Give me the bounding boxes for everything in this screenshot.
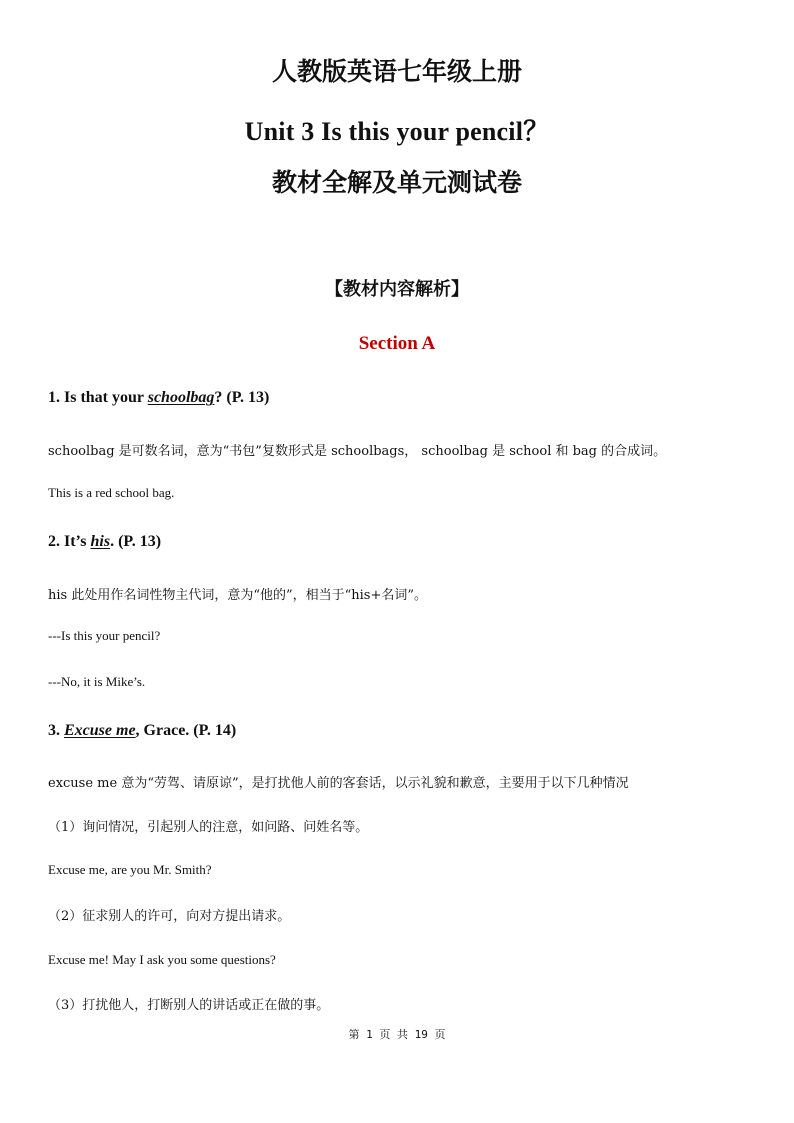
keyword: Excuse me <box>64 722 136 739</box>
section-heading: 【教材内容解析】 <box>325 279 469 300</box>
item-number: 1. <box>48 389 64 406</box>
heading-text: ? (P. 13) <box>214 389 270 406</box>
explanation-line: his 此处用作名词性物主代词，意为“他的”，相当于“his+名词”。 <box>48 588 428 603</box>
unit-title: Unit 3 Is this your pencil？ <box>244 117 550 146</box>
keyword: schoolbag <box>147 389 215 406</box>
document-title: 人教版英语七年级上册 <box>271 57 522 86</box>
page-footer: 第 1 页 共 19 页 <box>348 1028 446 1041</box>
heading-text: . (P. 13) <box>110 533 162 550</box>
item-number: 3. <box>48 722 64 739</box>
example-sentence: ---No, it is Mike’s. <box>48 674 146 689</box>
heading-text: Is that your <box>64 389 148 406</box>
heading-text: , Grace. (P. 14) <box>135 722 237 739</box>
explanation-line: schoolbag 是可数名词，意为“书包”复数形式是 schoolbags， schoolbag 是 school 和 bag 的合成词。 <box>48 444 667 459</box>
item-2-heading <box>48 533 161 551</box>
document-subtitle: 教材全解及单元测试卷 <box>271 168 522 197</box>
section-name: Section A <box>358 333 436 354</box>
explanation-line: excuse me 意为“劳驾、请原谅”，是打扰他人前的客套话，以示礼貌和歉意，主要用于以下几种情况 <box>48 776 629 791</box>
item-3-heading <box>48 722 236 740</box>
example-sentence: This is a red school bag. <box>48 485 175 500</box>
item-number: 2. <box>48 533 64 550</box>
usage-case: （2）征求别人的许可，向对方提出请求。 <box>48 909 291 924</box>
heading-text: It’s <box>64 533 91 550</box>
usage-case: （3）打扰他人，打断别人的讲话或正在做的事。 <box>48 998 330 1013</box>
keyword: his <box>90 533 111 550</box>
example-sentence: ---Is this your pencil? <box>48 628 161 643</box>
example-sentence: Excuse me, are you Mr. Smith? <box>48 862 212 877</box>
example-sentence: Excuse me! May I ask you some questions? <box>48 952 276 967</box>
item-1-heading <box>48 389 269 407</box>
usage-case: （1）询问情况，引起别人的注意，如问路、问姓名等。 <box>48 820 369 835</box>
